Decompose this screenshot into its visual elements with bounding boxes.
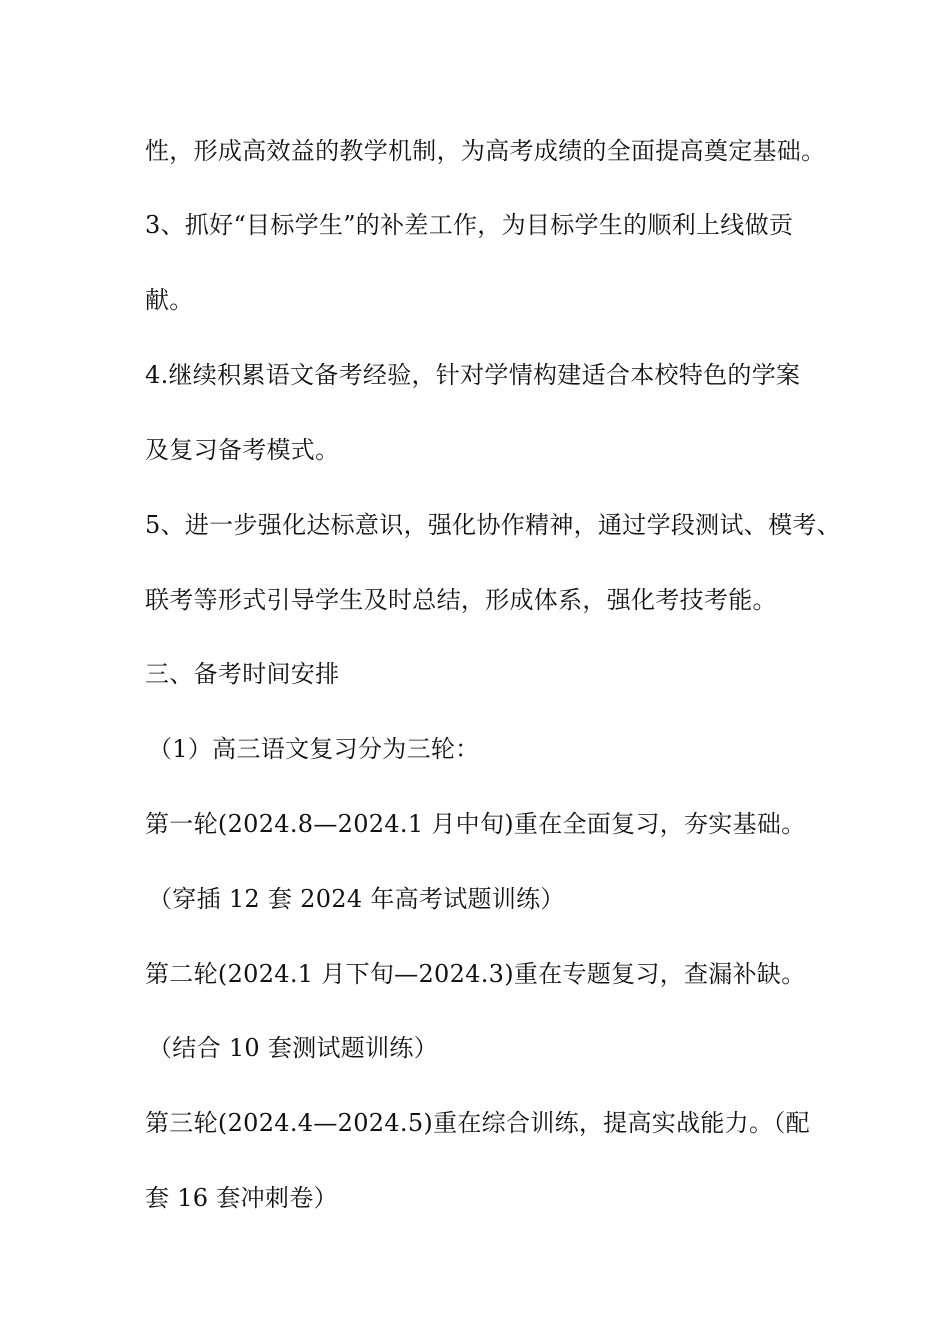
paragraph-line: 第一轮(2024.8—2024.1 月中旬)重在全面复习，夯实基础。 xyxy=(145,810,806,838)
paragraph-line: 及复习备考模式。 xyxy=(145,436,340,464)
paragraph-line: 第二轮(2024.1 月下旬—2024.3)重在专题复习，查漏补缺。 xyxy=(145,960,806,988)
subheading-line: （1）高三语文复习分为三轮： xyxy=(148,735,480,763)
paragraph-line: 4.继续积累语文备考经验，针对学情构建适合本校特色的学案 xyxy=(145,361,801,389)
paragraph-line: （穿插 12 套 2024 年高考试题训练） xyxy=(148,885,565,913)
paragraph-line: 联考等形式引导学生及时总结，形成体系，强化考技考能。 xyxy=(145,586,777,614)
paragraph-line: 套 16 套冲刺卷） xyxy=(145,1184,338,1212)
paragraph-line: 第三轮(2024.4—2024.5)重在综合训练，提高实战能力。（配 xyxy=(145,1109,810,1137)
paragraph-line: 5、进一步强化达标意识，强化协作精神，通过学段测试、模考、 xyxy=(145,511,841,539)
paragraph-line: 3、抓好“目标学生”的补差工作，为目标学生的顺利上线做贡 xyxy=(145,211,794,239)
paragraph-line: 性，形成高效益的教学机制，为高考成绩的全面提高奠定基础。 xyxy=(145,137,826,165)
section-heading: 三、备考时间安排 xyxy=(145,660,340,688)
paragraph-line: 献。 xyxy=(145,286,194,314)
paragraph-line: （结合 10 套测试题训练） xyxy=(148,1034,438,1062)
